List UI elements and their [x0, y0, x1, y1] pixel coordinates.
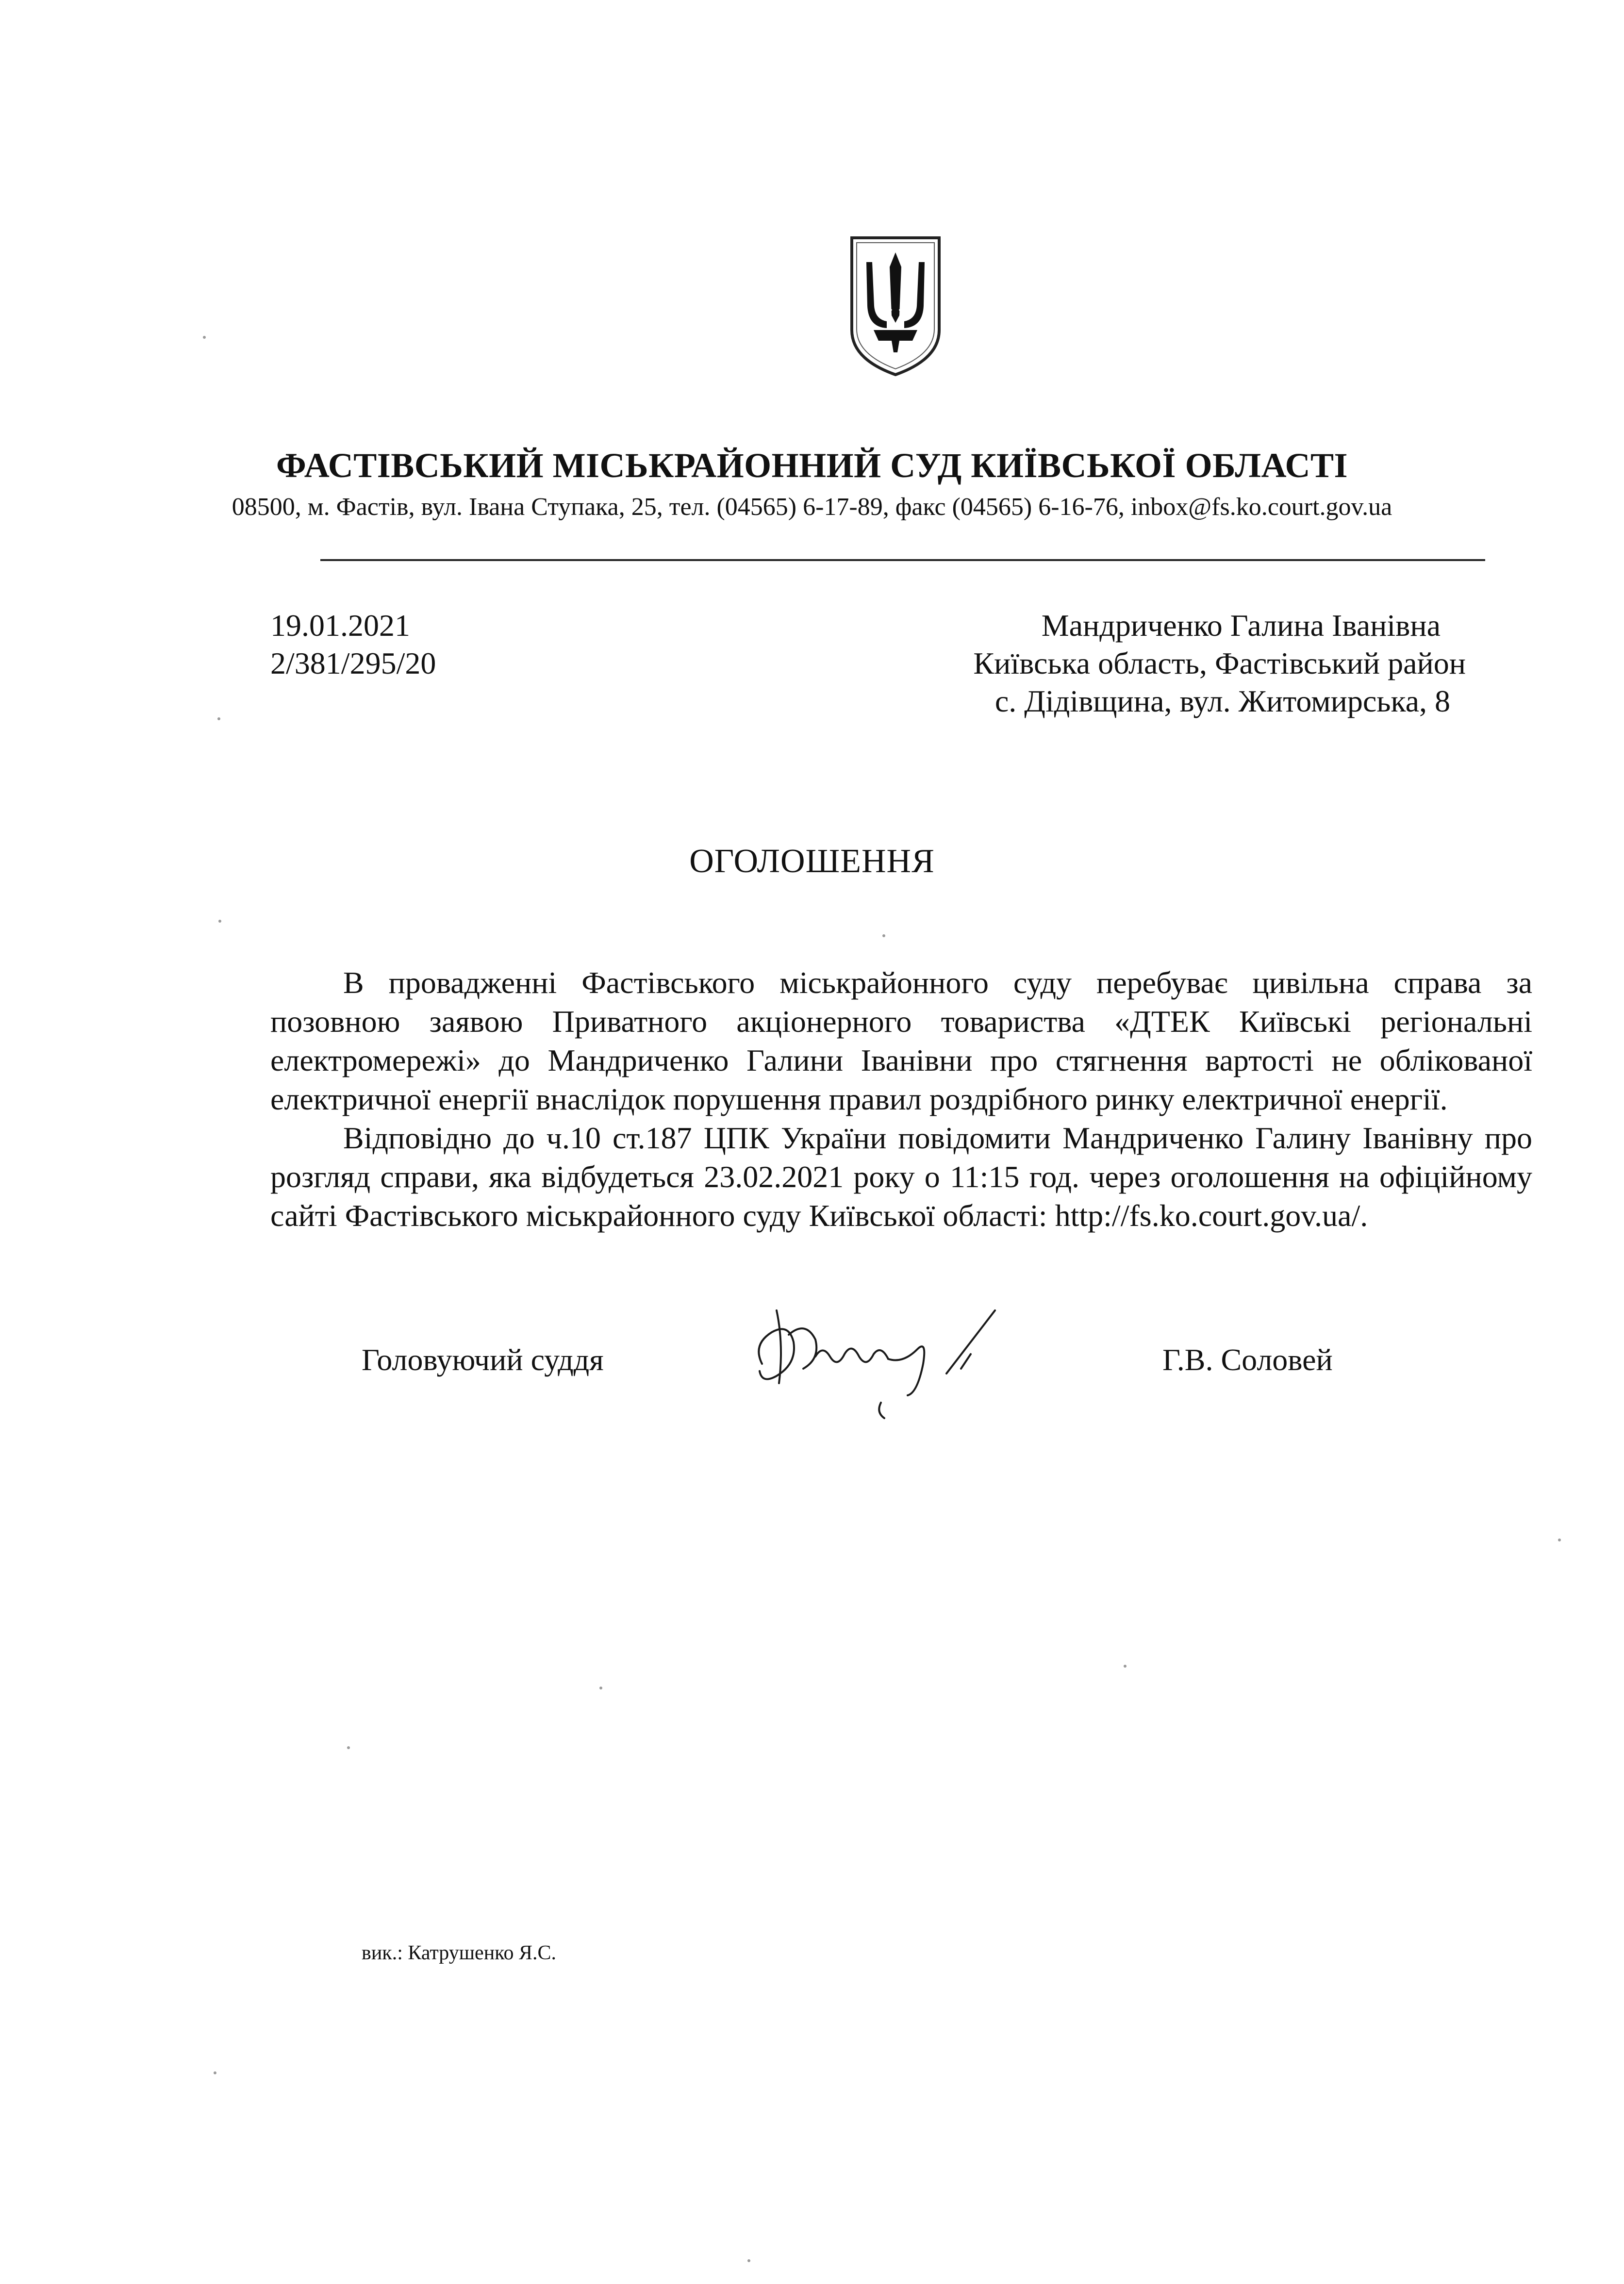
- recipient-region: Київська область, Фастівський район: [973, 646, 1466, 680]
- recipient-name: Мандриченко Галина Іванівна: [1041, 608, 1441, 643]
- scan-speck: [599, 1687, 602, 1689]
- body-paragraph-2: Відповідно до ч.10 ст.187 ЦПК України повідомити Мандриченко Галину Іванівну про розгляд справи, яка відбудеться 23.02.2021 року о 11:15 год. через оголошення на офіційному сайті Фастівського міськрайонного суду Київської області: http://fs.ko.court.gov.ua/.: [270, 1121, 1532, 1233]
- scan-speck: [347, 1746, 350, 1749]
- court-address: 08500, м. Фастів, вул. Івана Ступака, 25, тел. (04565) 6-17-89, факс (04565) 6-16-76, inbox@fs.ko.court.gov.ua: [232, 493, 1392, 521]
- scan-speck: [1558, 1539, 1561, 1541]
- document-title: ОГОЛОШЕННЯ: [689, 843, 935, 880]
- scan-speck: [747, 2259, 750, 2262]
- signatory-name: Г.В. Соловей: [1162, 1342, 1333, 1377]
- signatory-role: Головуючий суддя: [362, 1342, 604, 1377]
- header-divider: [320, 559, 1485, 561]
- executor-note: вик.: Катрушенко Я.С.: [362, 1942, 556, 1964]
- document-date: 19.01.2021: [270, 608, 410, 643]
- handwritten-signature-icon: [743, 1291, 1014, 1432]
- scan-speck: [1124, 1665, 1127, 1668]
- scan-speck: [217, 717, 220, 720]
- scan-speck: [218, 920, 221, 923]
- document-reference: 2/381/295/20: [270, 646, 436, 680]
- scan-speck: [203, 336, 206, 339]
- body-paragraph-1: В провадженні Фастівського міськрайонного суду перебуває цивільна справа за позовною заявою Приватного акціонерного товариства «ДТЕК Київські регіональні електромережі» до Мандриченко Галини Іванівни про стягнення вартості не облікованої електричної енергії внаслідок порушення правил роздрібного ринку електричної енергії.: [270, 965, 1532, 1116]
- trident-coat-of-arms-icon: [847, 233, 944, 379]
- scan-speck: [882, 934, 885, 937]
- court-name: ФАСТІВСЬКИЙ МІСЬКРАЙОННИЙ СУД КИЇВСЬКОЇ ОБЛАСТІ: [276, 446, 1348, 485]
- recipient-street: с. Дідівщина, вул. Житомирська, 8: [994, 684, 1450, 718]
- scan-speck: [214, 2071, 216, 2074]
